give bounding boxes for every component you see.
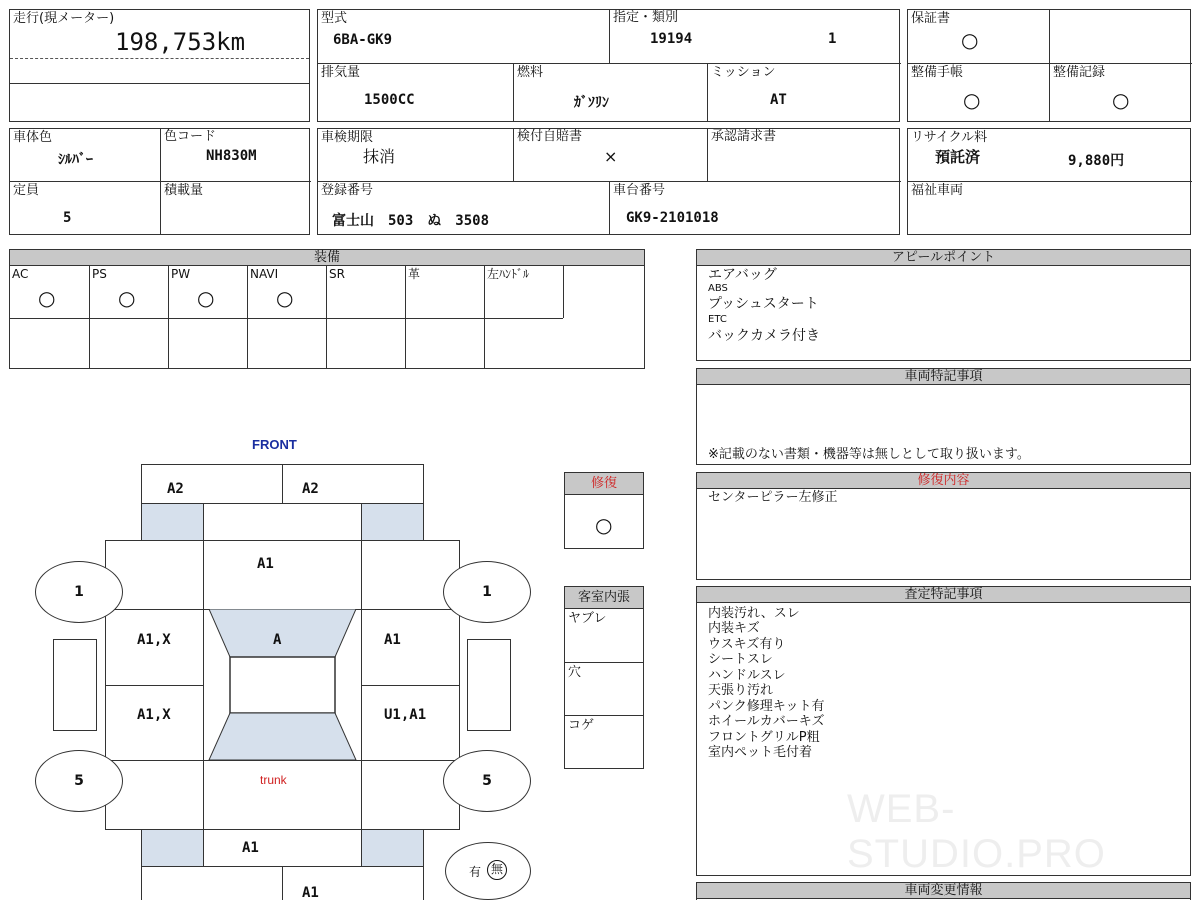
repair-value: ○ <box>595 513 613 537</box>
presence-indicator <box>445 842 531 900</box>
equipment-cell <box>405 266 484 318</box>
assessment-line: ハンドルスレ <box>708 668 786 683</box>
displacement-value: 1500CC <box>364 92 415 108</box>
left-mirror <box>53 639 97 731</box>
recycle-status: 預託済 <box>935 148 981 166</box>
appeal-line-3: プッシュスタート <box>708 296 819 312</box>
chassis-value: GK9-2101018 <box>626 210 719 226</box>
repair-details-title: 修復内容 <box>697 473 1190 489</box>
docs-block <box>907 9 1191 122</box>
equipment-table <box>9 249 645 369</box>
mark-front-left: A2 <box>167 481 184 497</box>
rear-right-quarter <box>361 829 424 867</box>
rear-line <box>105 760 460 761</box>
load-label: 積載量 <box>164 183 204 198</box>
assessment-line: 内装汚れ、スレ <box>708 606 800 621</box>
equipment-blank-cell <box>89 318 168 369</box>
equipment-label: PS <box>92 267 107 281</box>
designation-label: 指定・類別 <box>613 10 679 25</box>
chassis-cell <box>609 181 901 235</box>
equipment-blank-cell <box>326 318 405 369</box>
equipment-value: ○ <box>118 286 136 310</box>
interior-divider <box>565 662 643 663</box>
designation-cell <box>609 9 901 64</box>
mission-cell <box>707 63 901 122</box>
inspection-block <box>317 128 900 235</box>
insurance-cell <box>513 128 707 181</box>
welfare-label: 福祉車両 <box>911 183 964 198</box>
equipment-title: 装備 <box>10 250 644 266</box>
designation-value-1: 19194 <box>650 31 693 47</box>
equipment-cell <box>247 266 326 318</box>
recycle-block <box>907 128 1191 235</box>
maintenance-book-label: 整備手帳 <box>911 65 964 80</box>
equipment-blank-cell <box>247 318 326 369</box>
front-left-fender <box>141 503 204 541</box>
body-color-value: ｼﾙﾊﾞｰ <box>58 152 93 168</box>
assessment-line: 天張り汚れ <box>708 683 774 698</box>
approval-label: 承認請求書 <box>711 129 777 144</box>
registration-cell <box>318 181 610 235</box>
equipment-blank-cell <box>10 318 89 369</box>
front-bumper-divider <box>282 464 283 504</box>
assessment-line: ホイールカバーキズ <box>708 714 825 729</box>
appeal-title: アピールポイント <box>697 250 1190 266</box>
mileage-box <box>9 9 310 122</box>
docs-blank-cell <box>1049 9 1192 64</box>
maintenance-book-value: ○ <box>963 88 981 112</box>
equipment-label: AC <box>12 267 29 281</box>
equipment-value: ○ <box>38 286 56 310</box>
body-color-label: 車体色 <box>13 130 53 145</box>
assessment-line: シートスレ <box>708 652 773 667</box>
fuel-value: ｶﾞｿﾘﾝ <box>574 95 609 111</box>
equipment-cell <box>326 266 405 318</box>
capacity-value: 5 <box>63 210 72 226</box>
mark-roof: A <box>273 632 282 648</box>
rear-bumper-divider <box>282 866 283 900</box>
model-value: 6BA-GK9 <box>333 32 393 48</box>
hood-top <box>203 503 362 541</box>
watermark: WEB-STUDIO.PRO <box>847 787 1106 876</box>
interior-item-tear: ヤブレ <box>568 611 607 626</box>
inspection-label: 車検期限 <box>321 130 374 145</box>
equipment-label: NAVI <box>250 267 279 281</box>
mileage-label: 走行(現メーター) <box>13 11 115 26</box>
equipment-cell <box>168 266 247 318</box>
assessment-panel <box>696 586 1191 876</box>
equipment-label: 革 <box>408 267 421 281</box>
mark-front-right: A2 <box>302 481 319 497</box>
repair-details-text: センターピラー左修正 <box>708 490 838 505</box>
inspection-value: 抹消 <box>363 147 396 166</box>
assessment-line: 室内ペット毛付着 <box>708 745 813 760</box>
assessment-line: 内装キズ <box>708 621 760 636</box>
insurance-value: × <box>604 147 618 166</box>
mark-left-rear-door: A1,X <box>137 707 171 723</box>
trunk-label: trunk <box>260 773 287 787</box>
warranty-value: ○ <box>961 28 979 52</box>
assessment-line: ウスキズ有り <box>708 637 786 652</box>
maintenance-record-value: ○ <box>1112 88 1130 112</box>
appeal-line-4: ETC <box>708 314 727 325</box>
warranty-label: 保証書 <box>911 11 951 26</box>
mileage-divider-2 <box>10 83 309 84</box>
assessment-line: パンク修理キット有 <box>708 699 825 714</box>
mission-label: ミッション <box>711 65 776 80</box>
front-label: FRONT <box>252 437 297 452</box>
assessment-line: フロントグリルP粗 <box>708 730 820 745</box>
insurance-label: 検付自賠書 <box>517 129 583 144</box>
capacity-cell <box>10 181 161 235</box>
interior-item-hole: 穴 <box>568 665 582 680</box>
mark-right-front-door: A1 <box>384 632 401 648</box>
load-cell <box>160 181 311 235</box>
equipment-blank-cell <box>484 318 563 369</box>
appeal-line-1: エアバッグ <box>708 267 777 283</box>
mileage-divider <box>10 58 309 59</box>
equipment-value: ○ <box>197 286 215 310</box>
equipment-blank-cell <box>168 318 247 369</box>
equipment-label: PW <box>171 267 191 281</box>
maintenance-book-cell <box>908 63 1050 122</box>
repair-box <box>564 472 644 549</box>
maintenance-record-label: 整備記録 <box>1053 65 1106 80</box>
displacement-label: 排気量 <box>321 65 361 80</box>
door-line <box>105 685 203 686</box>
special-notes-panel <box>696 368 1191 465</box>
color-code-cell <box>160 128 311 181</box>
repair-title: 修復 <box>565 473 643 495</box>
equipment-row <box>10 266 644 369</box>
repair-details-panel <box>696 472 1191 580</box>
presence-yes: 有 <box>469 865 482 879</box>
appeal-line-5: バックカメラ付き <box>708 328 820 344</box>
door-line-right <box>361 685 460 686</box>
model-block <box>317 9 900 122</box>
recycle-amount: 9,880円 <box>1068 153 1125 169</box>
car-diagram <box>0 380 560 900</box>
interior-divider <box>565 715 643 716</box>
mark-left-front-door: A1,X <box>137 632 171 648</box>
displacement-cell <box>318 63 513 122</box>
appeal-line-2: ABS <box>708 283 728 294</box>
tire-front-left: 1 <box>35 561 123 623</box>
special-notes-text: ※記載のない書類・機器等は無しとして取り扱います。 <box>708 447 1030 462</box>
color-code-label: 色コード <box>164 129 217 144</box>
welfare-cell <box>908 181 1192 235</box>
interior-title: 客室内張 <box>565 587 643 609</box>
designation-value-2: 1 <box>828 31 837 47</box>
rear-left-quarter <box>141 829 204 867</box>
mark-rear: A1 <box>242 840 259 856</box>
presence-no: 無 <box>487 860 507 880</box>
rear-panel <box>203 829 362 867</box>
maintenance-record-cell <box>1049 63 1192 122</box>
mark-hood: A1 <box>257 556 274 572</box>
special-notes-title: 車両特記事項 <box>697 369 1190 385</box>
registration-label: 登録番号 <box>321 183 374 198</box>
color-code-value: NH830M <box>206 148 257 164</box>
registration-value: 富士山 503 ぬ 3508 <box>332 213 490 229</box>
equipment-label: 左ﾊﾝﾄﾞﾙ <box>487 267 530 281</box>
change-info-title: 車両変更情報 <box>697 883 1190 899</box>
equipment-blank-cell <box>405 318 484 369</box>
model-label: 型式 <box>321 11 348 26</box>
mission-value: AT <box>770 92 787 108</box>
equipment-label: SR <box>329 267 345 281</box>
assessment-title: 査定特記事項 <box>697 587 1190 603</box>
equipment-cell <box>10 266 89 318</box>
tire-front-right: 1 <box>443 561 531 623</box>
recycle-label: リサイクル料 <box>911 130 988 145</box>
fuel-label: 燃料 <box>517 65 544 80</box>
interior-box <box>564 586 644 769</box>
equipment-cell <box>563 266 646 318</box>
equipment-cell <box>484 266 563 318</box>
mark-right-rear-door: U1,A1 <box>384 707 427 723</box>
mileage-value: 198,753km <box>115 28 246 56</box>
tire-rear-right: 5 <box>443 750 531 812</box>
change-info-panel <box>696 882 1191 900</box>
right-mirror <box>467 639 511 731</box>
equipment-cell <box>89 266 168 318</box>
front-right-fender <box>361 503 424 541</box>
glass-area <box>203 609 362 760</box>
chassis-label: 車台番号 <box>613 183 666 198</box>
capacity-label: 定員 <box>13 183 40 198</box>
mark-rear-bumper: A1 <box>302 885 319 900</box>
appeal-panel <box>696 249 1191 361</box>
tire-rear-left: 5 <box>35 750 123 812</box>
approval-cell <box>707 128 901 181</box>
fuel-cell <box>513 63 707 122</box>
interior-item-burn: コゲ <box>568 718 595 733</box>
color-block <box>9 128 310 235</box>
equipment-value: ○ <box>276 286 294 310</box>
